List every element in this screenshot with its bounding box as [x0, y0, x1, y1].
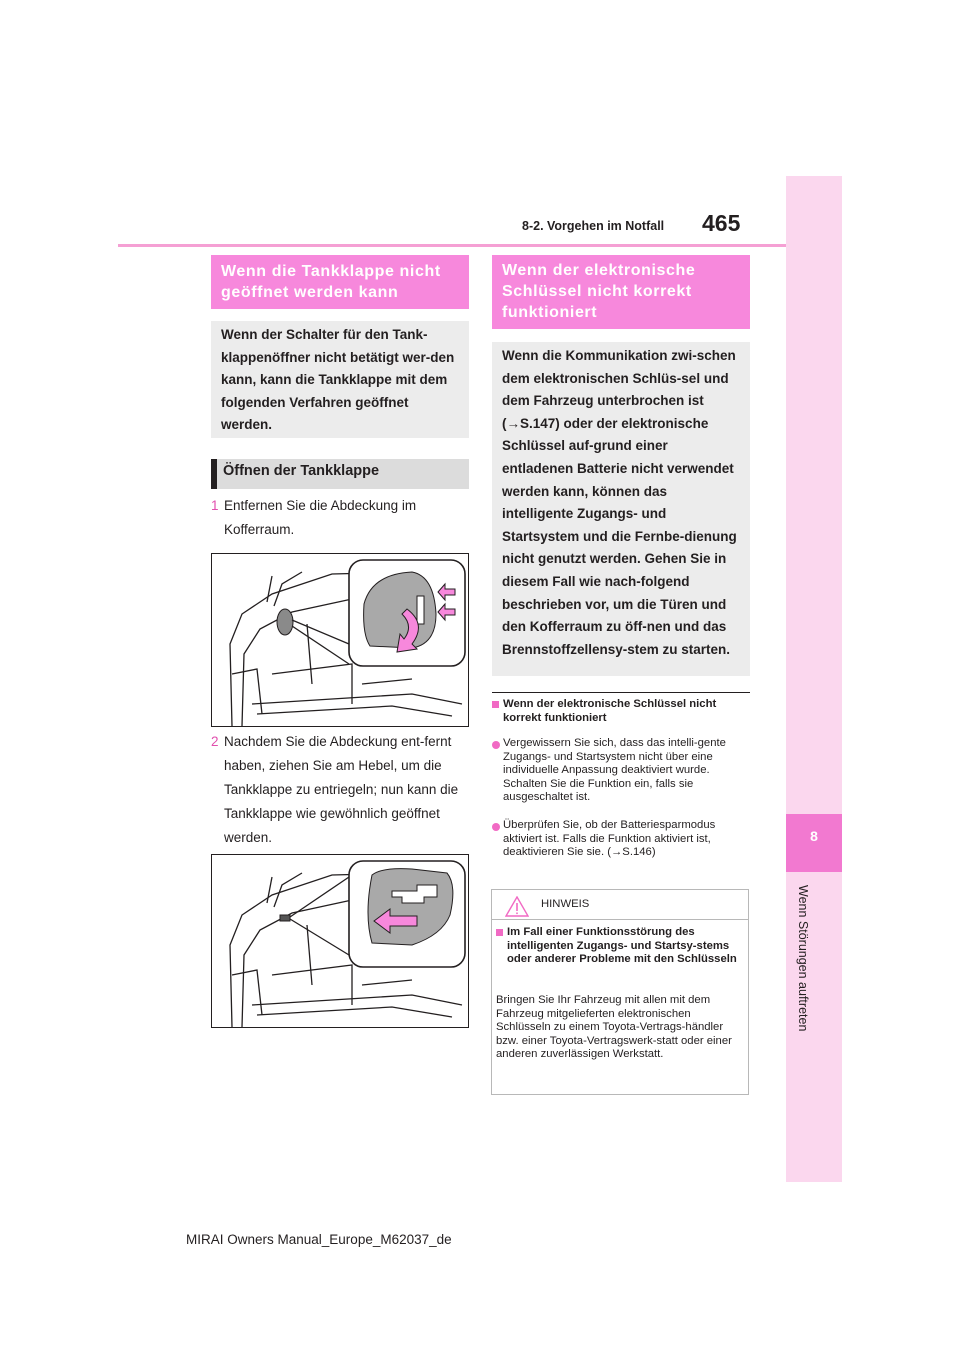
step-number: 2 — [211, 734, 219, 749]
page-number: 465 — [702, 210, 741, 236]
chapter-title: Wenn Störungen auftreten — [796, 885, 810, 1032]
header-rule — [118, 244, 786, 247]
bullet-text: Überprüfen Sie, ob der Batteriesparmodus aktiviert ist. Falls die Funktion aktiviert ist, deaktivieren Sie sie. (→S.146) — [503, 819, 716, 858]
chapter-number: 8 — [810, 828, 818, 844]
notice-body: Bringen Sie Ihr Fahrzeug mit allen mit dem Fahrzeug mitgelieferten elektronischen Schlüsseln zu einem Toyota-Vertrags-händler bzw. einer Toyota-Vertragswerk-statt oder einer anderen zuverlässigen Werkstatt. — [496, 994, 732, 1060]
subheading-open-fuel-door: Öffnen der Tankklappe — [223, 463, 380, 479]
round-bullet-icon — [492, 823, 500, 831]
bullet-text: Vergewissern Sie sich, dass das intelli-gente Zugangs- und Startsystem nicht über eine individuelle Anpassung deaktiviert wurde. Schalten Sie die Funktion ein, falls sie ausgeschaltet ist. — [503, 737, 726, 803]
notice-label: HINWEIS — [541, 898, 590, 910]
intro-box-fuel-door: Wenn der Schalter für den Tank-klappenöffner nicht betätigt wer-den kann, kann die Tankklappe mit dem folgenden Verfahren geöffnet werden. — [211, 321, 469, 438]
section-reference: 8-2. Vorgehen im Notfall — [522, 219, 665, 233]
case-heading: Wenn der elektronische Schlüssel nicht korrekt funktioniert — [503, 698, 717, 724]
round-bullet-icon — [492, 741, 500, 749]
step-number: 1 — [211, 498, 219, 513]
footer-document-id: MIRAI Owners Manual_Europe_M62037_de — [186, 1232, 452, 1247]
fuel-door-lever-illustration — [211, 854, 469, 1028]
trunk-cover-removal-illustration — [211, 553, 469, 727]
notice-title: Im Fall einer Funktionsstörung des intelligenten Zugangs- und Startsy-stems oder anderer Probleme mit den Schlüsseln — [507, 926, 737, 965]
square-bullet-icon — [492, 701, 499, 708]
step-item — [211, 494, 469, 544]
step-item — [211, 730, 469, 845]
intro-box-electronic-key: Wenn die Kommunikation zwi-schen dem elektronischen Schlüs-sel und dem Fahrzeug unterbrochen ist (→S.147) oder der elektronische Schlüssel auf-grund einer entladenen Batterie nicht verwendet werden kann, können das intelligente Zugangs- und Startsystem und die Fernbe-dienung nicht genutzt werden. Gehen Sie in diesem Fall wie nach-folgend beschrieben vor, um die Türen und den Kofferraum zu öff-nen und das Brennstoffzellensy-stem zu starten. — [492, 342, 750, 676]
section-divider — [492, 692, 750, 693]
step-text: Entfernen Sie die Abdeckung im Kofferraum. — [224, 498, 417, 537]
notice-divider — [492, 919, 748, 920]
square-bullet-icon — [496, 929, 503, 936]
section-heading-fuel-door: Wenn die Tankklappe nicht geöffnet werden kann — [211, 255, 469, 309]
step-text: Nachdem Sie die Abdeckung ent-fernt haben, ziehen Sie am Hebel, um die Tankklappe zu entriegeln; nun kann die Tankklappe wie gewöhnlich geöffnet werden. — [224, 734, 459, 845]
warning-triangle-icon — [505, 896, 529, 917]
section-heading-electronic-key: Wenn der elektronische Schlüssel nicht korrekt funktioniert — [492, 255, 750, 329]
